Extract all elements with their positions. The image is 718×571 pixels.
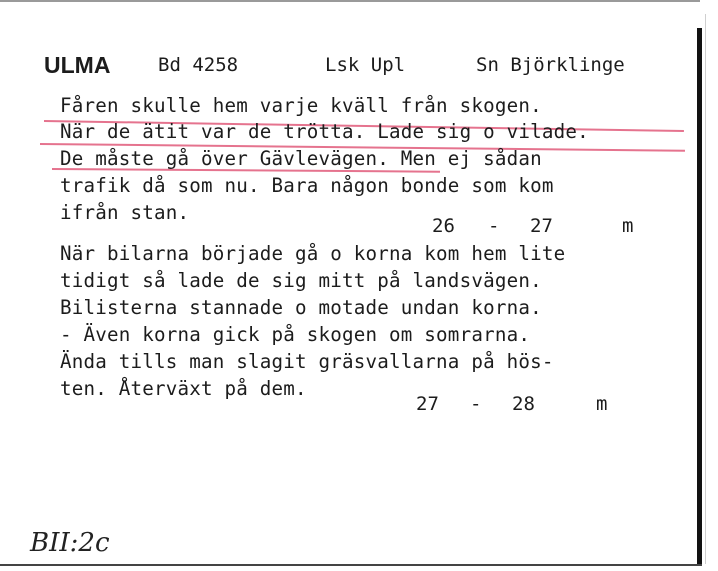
page-ref-unit: m bbox=[596, 393, 608, 415]
text-line: När bilarna började gå o korna kom hem lite bbox=[60, 242, 566, 265]
page-ref-to: 27 bbox=[530, 215, 553, 237]
text-line: Ända tills man slagit gräsvallarna på hös- bbox=[60, 350, 554, 373]
header-lsk: Lsk Upl bbox=[325, 54, 406, 76]
page-ref-from: 27 bbox=[416, 393, 439, 415]
text-line: De måste gå över Gävlevägen. Men ej sådan bbox=[60, 147, 542, 170]
handwritten-mark: BII:2c bbox=[30, 528, 110, 558]
text-line: ten. Återväxt på dem. bbox=[60, 377, 307, 400]
card-bottom-edge bbox=[0, 564, 702, 566]
text-line: trafik då som nu. Bara någon bonde som kom bbox=[60, 174, 554, 197]
page-ref-to: 28 bbox=[512, 393, 535, 415]
text-line: - Även korna gick på skogen om somrarna. bbox=[60, 323, 531, 346]
card-top-border bbox=[0, 0, 700, 2]
text-line: ifrån stan. bbox=[60, 201, 190, 224]
page-ref-dash: - bbox=[470, 393, 482, 415]
text-line: tidigt så lade de sig mitt på landsvägen. bbox=[60, 269, 542, 292]
page-ref-from: 26 bbox=[432, 215, 455, 237]
page-ref-dash: - bbox=[488, 215, 500, 237]
page-ref-unit: m bbox=[622, 215, 634, 237]
text-line: När de ätit var de trötta. Lade sig o vilade. bbox=[60, 120, 589, 143]
text-line: Fåren skulle hem varje kväll från skogen. bbox=[60, 94, 542, 117]
header-code: ULMA bbox=[44, 52, 111, 78]
text-line: Bilisterna stannade o motade undan korna. bbox=[60, 296, 542, 319]
card-right-edge bbox=[697, 28, 702, 564]
header-bd: Bd 4258 bbox=[158, 54, 239, 76]
header-sn: Sn Björklinge bbox=[476, 54, 625, 76]
card-right-edge-shadow bbox=[705, 14, 706, 564]
